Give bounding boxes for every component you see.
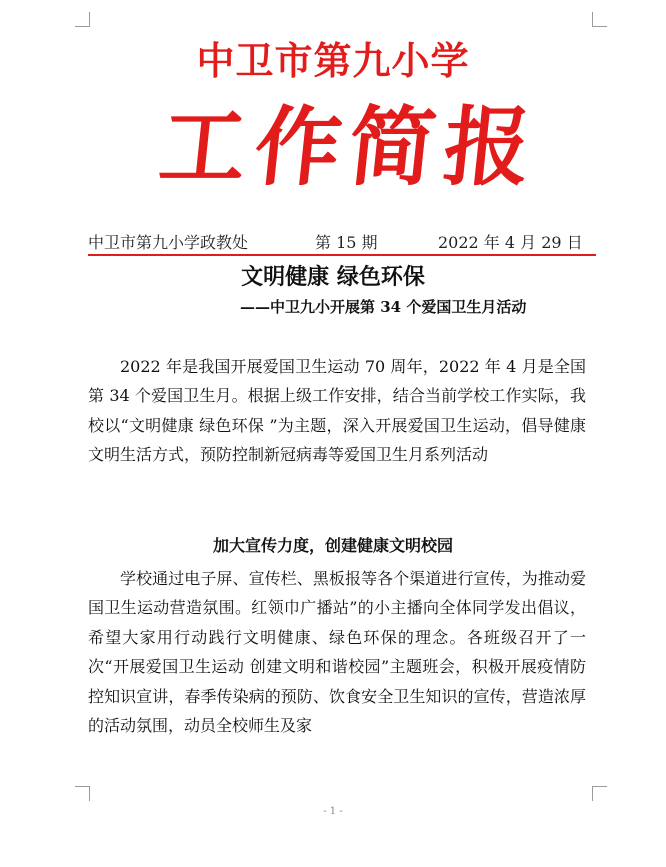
page-corner-mark: [592, 786, 607, 801]
page-corner-mark: [75, 786, 90, 801]
department-label: 中卫市第九小学政教处: [88, 233, 249, 252]
issue-number: 第 15 期: [315, 233, 378, 252]
header-divider: [88, 254, 596, 256]
newsletter-title-char: 报: [438, 97, 536, 198]
article-paragraph: 学校通过电子屏、宣传栏、黑板报等各个渠道进行宣传，为推动爱国卫生运动营造氛围。红领巾广播站”的小主播向全体同学发出倡议，希望大家用行动践行文明健康、绿色环保的理念。各班级召开了一次“开展爱国卫生运动 创建文明和谐校园”主题班会，积极开展疫情防控知识宣讲，春季传染病的预防、饮食安全卫生知识的宣传，营造浓厚的活动氛围，动员全校师生及家: [88, 569, 586, 736]
issue-date: 2022 年 4 月 29 日: [438, 233, 583, 252]
page-number: - 1 -: [323, 806, 343, 817]
issue-meta-line: [88, 228, 588, 254]
article-headline: 文明健康 绿色环保: [241, 264, 425, 290]
page-corner-mark: [592, 12, 607, 27]
school-name-heading: 中卫市第九小学: [196, 38, 470, 83]
newsletter-title-char: 工: [154, 97, 252, 198]
newsletter-title-char: 作: [249, 97, 347, 198]
page-corner-mark: [75, 12, 90, 27]
newsletter-title: [154, 97, 536, 198]
section-heading: 加大宣传力度，创建健康文明校园: [212, 536, 453, 555]
article-subheadline: ——中卫九小开展第 34 个爱国卫生月活动: [240, 298, 527, 316]
article-paragraph: 2022 年是我国开展爱国卫生运动 70 周年，2022 年 4 月是全国第 34 个爱国卫生月。根据上级工作安排，结合当前学校工作实际，我校以“文明健康 绿色环保 ”为主题，深入开展爱国卫生运动，倡导健康文明生活方式，预防控制新冠病毒等爱国卫生月系列活动: [88, 357, 586, 465]
newsletter-title-char: 简: [344, 97, 441, 198]
